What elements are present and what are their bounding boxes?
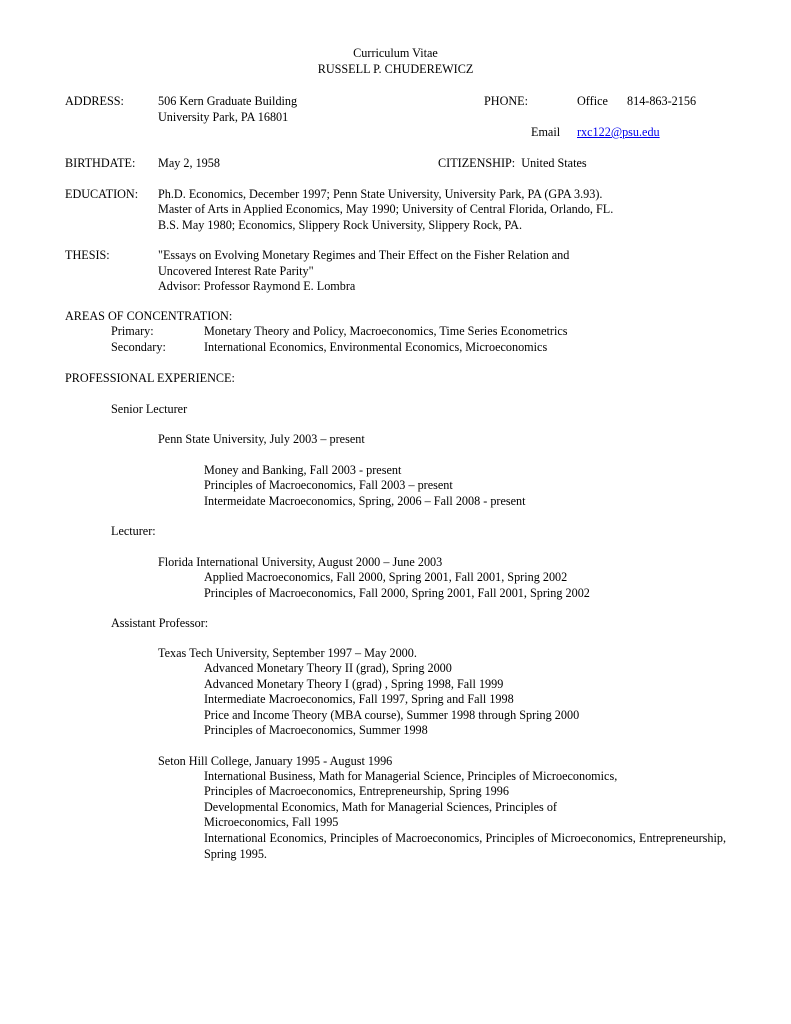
person-name: RUSSELL P. CHUDEREWICZ: [317, 62, 474, 76]
course-item: Intermediate Macroeconomics, Fall 1997, Spring and Fall 1998: [204, 692, 514, 706]
office-number: 814-863-2156: [627, 94, 697, 108]
employer: Texas Tech University, September 1997 – May 2000.: [158, 646, 417, 660]
course-item: International Economics, Principles of Macroeconomics, Principles of Microeconomics, Entrepreneurship, Spring 1995.: [204, 831, 726, 861]
course-item: Advanced Monetary Theory II (grad), Spring 2000: [204, 661, 452, 675]
employer: Florida International University, August 2000 – June 2003: [158, 555, 443, 569]
email-link[interactable]: rxc122@psu.edu: [577, 125, 660, 139]
course-item: Principles of Macroeconomics, Entrepreneurship, Spring 1996: [204, 784, 509, 798]
position-title: Assistant Professor:: [111, 616, 209, 630]
thesis-line: Uncovered Interest Rate Parity": [158, 264, 314, 278]
course-item: Price and Income Theory (MBA course), Summer 1998 through Spring 2000: [204, 708, 580, 722]
education-line: Ph.D. Economics, December 1997; Penn State University, University Park, PA (GPA 3.93).: [158, 187, 603, 201]
education-label: EDUCATION:: [65, 187, 139, 201]
course-item: Developmental Economics, Math for Managerial Sciences, Principles of: [204, 800, 557, 814]
secondary-label: Secondary:: [111, 340, 166, 354]
course-item: Principles of Macroeconomics, Fall 2000, Spring 2001, Fall 2001, Spring 2002: [204, 586, 590, 600]
birthdate-value: May 2, 1958: [158, 156, 220, 170]
course-item: Principles of Macroeconomics, Fall 2003 – present: [204, 478, 453, 492]
course-item: Advanced Monetary Theory I (grad) , Spring 1998, Fall 1999: [204, 677, 504, 691]
thesis-label: THESIS:: [65, 248, 110, 262]
primary-value: Monetary Theory and Policy, Macroeconomics, Time Series Econometrics: [204, 324, 568, 338]
areas-heading: AREAS OF CONCENTRATION:: [65, 309, 233, 323]
course-item: Microeconomics, Fall 1995: [204, 815, 339, 829]
education-line: Master of Arts in Applied Economics, May 1990; University of Central Florida, Orlando, FL.: [158, 202, 614, 216]
address-label: ADDRESS:: [65, 94, 124, 108]
experience-heading: PROFESSIONAL EXPERIENCE:: [65, 371, 235, 385]
email-label: Email: [531, 125, 561, 139]
office-label: Office: [577, 94, 608, 108]
address-line-2: University Park, PA 16801: [158, 110, 289, 124]
birthdate-label: BIRTHDATE:: [65, 156, 136, 170]
primary-label: Primary:: [111, 324, 154, 338]
address-line-1: 506 Kern Graduate Building: [158, 94, 298, 108]
citizenship: CITIZENSHIP: United States: [438, 156, 587, 170]
secondary-value: International Economics, Environmental Economics, Microeconomics: [204, 340, 548, 354]
course-item: Applied Macroeconomics, Fall 2000, Spring 2001, Fall 2001, Spring 2002: [204, 570, 568, 584]
course-item: Intermeidate Macroeconomics, Spring, 2006 – Fall 2008 - present: [204, 494, 526, 508]
education-line: B.S. May 1980; Economics, Slippery Rock University, Slippery Rock, PA.: [158, 218, 523, 232]
position-title: Lecturer:: [111, 524, 156, 538]
course-item: Money and Banking, Fall 2003 - present: [204, 463, 402, 477]
position-title: Senior Lecturer: [111, 402, 188, 416]
thesis-line: "Essays on Evolving Monetary Regimes and Their Effect on the Fisher Relation and: [158, 248, 570, 262]
course-item: International Business, Math for Managerial Science, Principles of Microeconomics,: [204, 769, 618, 783]
employer: Penn State University, July 2003 – present: [158, 432, 365, 446]
document-title: Curriculum Vitae: [353, 46, 438, 60]
thesis-advisor: Advisor: Professor Raymond E. Lombra: [158, 279, 356, 293]
phone-label: PHONE:: [484, 94, 529, 108]
course-item: Principles of Macroeconomics, Summer 1998: [204, 723, 428, 737]
employer: Seton Hill College, January 1995 - August 1996: [158, 754, 393, 768]
